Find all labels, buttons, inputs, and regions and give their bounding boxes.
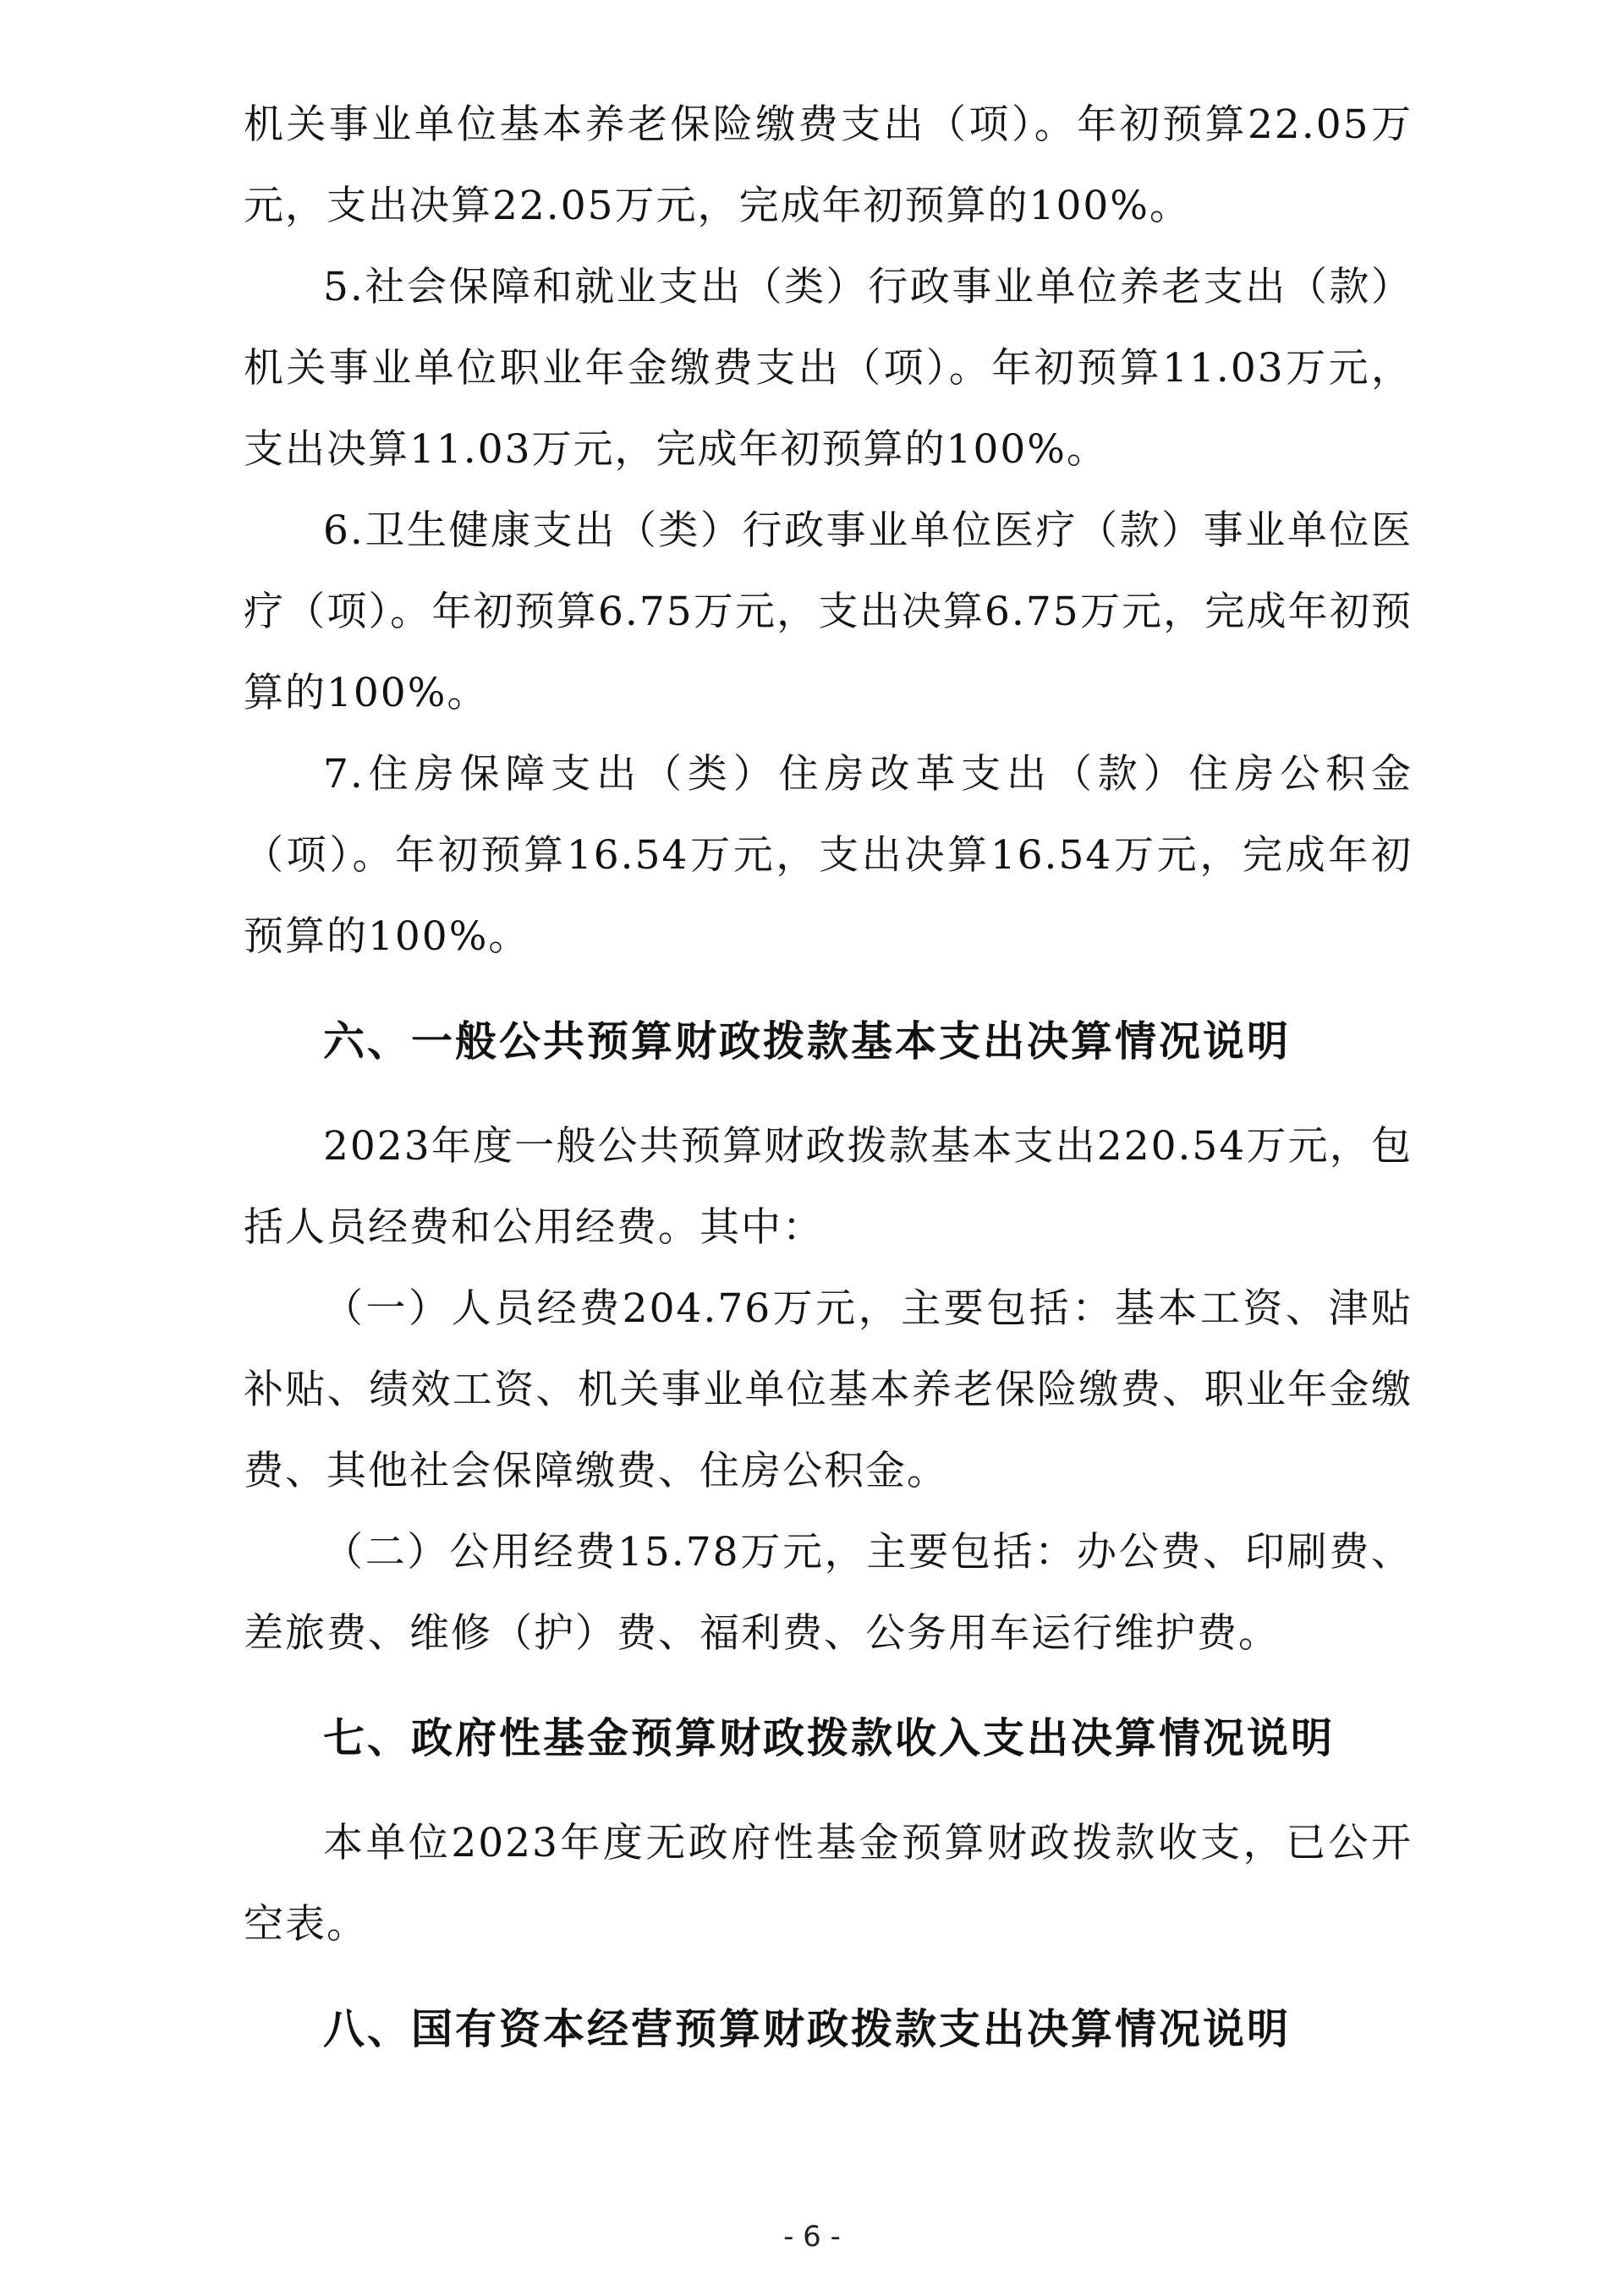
paragraph-occupational-annuity: 5.社会保障和就业支出（类）行政事业单位养老支出（款）机关事业单位职业年金缴费支出（项）。年初预算11.03万元，支出决算11.03万元，完成年初预算的100%。: [244, 264, 1413, 473]
page-content: [244, 85, 1413, 2070]
section-heading-8: 八、国有资本经营预算财政拨款支出决算情况说明: [323, 2005, 1292, 2053]
section-heading-7: 七、政府性基金预算财政拨款收入支出决算情况说明: [323, 1714, 1336, 1762]
section-heading-6: 六、一般公共预算财政拨款基本支出决算情况说明: [323, 1017, 1292, 1066]
paragraph-medical: 6.卫生健康支出（类）行政事业单位医疗（款）事业单位医疗（项）。年初预算6.75万元，支出决算6.75万元，完成年初预算的100%。: [244, 507, 1413, 716]
paragraph-personnel-expenses: （一）人员经费204.76万元，主要包括：基本工资、津贴补贴、绩效工资、机关事业单位基本养老保险缴费、职业年金缴费、其他社会保障缴费、住房公积金。: [244, 1285, 1413, 1494]
paragraph-pension-insurance: 机关事业单位基本养老保险缴费支出（项）。年初预算22.05万元，支出决算22.05万元，完成年初预算的100%。: [244, 101, 1413, 229]
page-number: - 6 -: [783, 2220, 841, 2254]
paragraph-government-fund: 本单位2023年度无政府性基金预算财政拨款收支，已公开空表。: [244, 1820, 1413, 1948]
paragraph-housing-fund: 7.住房保障支出（类）住房改革支出（款）住房公积金（项）。年初预算16.54万元，支出决算16.54万元，完成年初预算的100%。: [244, 751, 1413, 960]
paragraph-basic-expenditure-intro: 2023年度一般公共预算财政拨款基本支出220.54万元，包括人员经费和公用经费。其中：: [244, 1123, 1413, 1251]
paragraph-public-expenses: （二）公用经费15.78万元，主要包括：办公费、印刷费、差旅费、维修（护）费、福利费、公务用车运行维护费。: [244, 1529, 1413, 1657]
